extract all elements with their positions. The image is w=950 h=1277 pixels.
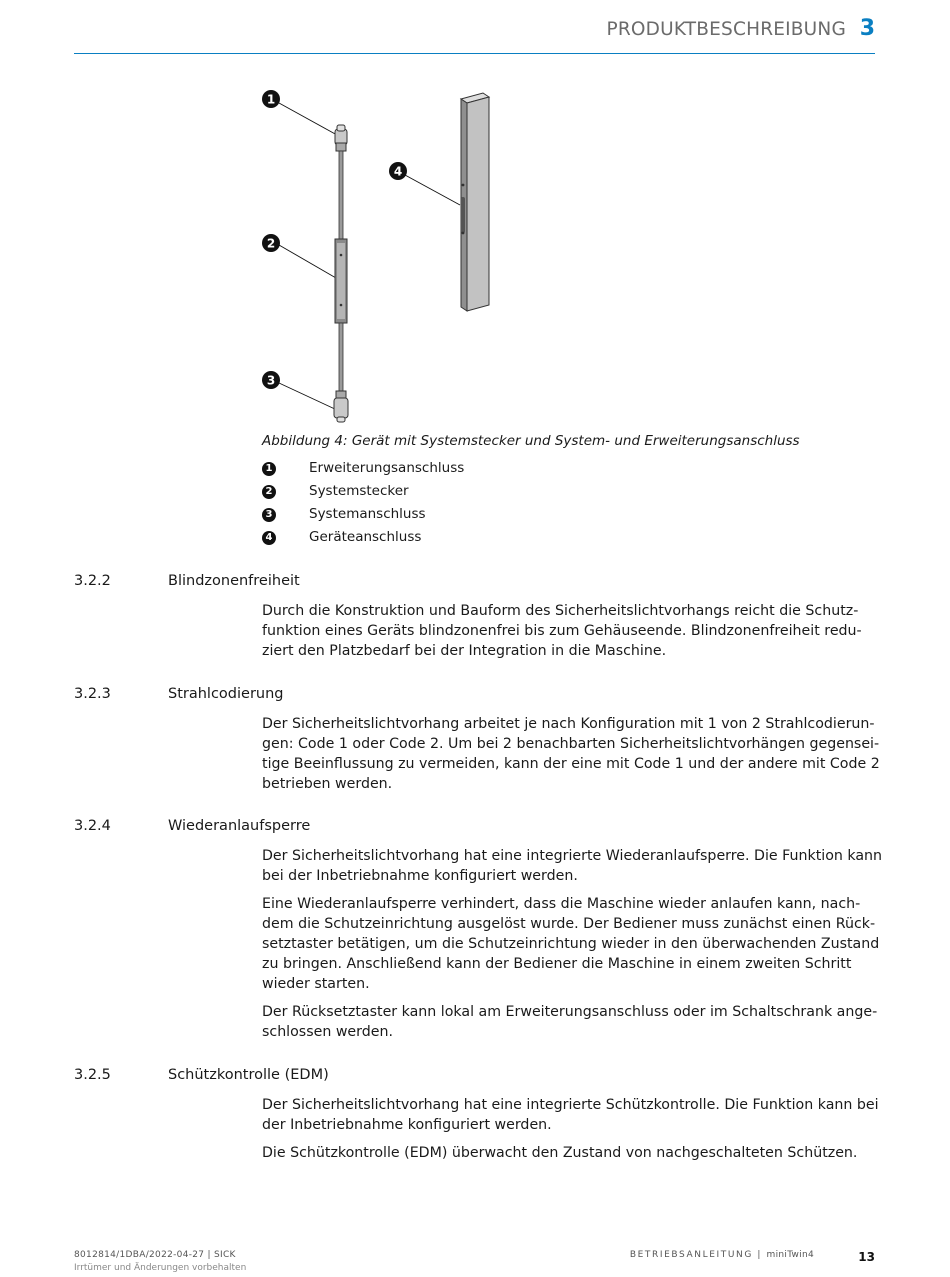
body-paragraph	[262, 894, 880, 994]
footer-product-name: miniTwin4	[766, 1250, 814, 1260]
section-number: 3.2.2	[74, 573, 111, 589]
footer-manual-title	[630, 1250, 814, 1260]
legend-number-icon: 2	[262, 485, 276, 499]
paragraph-line: ziert den Platzbedarf bei der Integration in die Maschine.	[262, 643, 667, 659]
body-paragraph	[262, 601, 874, 661]
callout-3-icon	[262, 371, 280, 389]
device-figure	[250, 85, 510, 430]
paragraph-line: Der Sicherheitslichtvorhang hat eine integrierte Wiederanlaufsperre. Die Funktion kann	[262, 848, 883, 864]
paragraph-line: der Inbetriebnahme konfiguriert werden.	[262, 1117, 552, 1133]
figure-caption: Abbildung 4: Gerät mit Systemstecker und System- und Erweiterungsanschluss	[262, 433, 800, 449]
footer-manual-label: BETRIEBSANLEITUNG |	[629, 1250, 763, 1260]
callout-2-icon	[262, 234, 280, 252]
body-paragraph	[262, 1002, 878, 1042]
body-paragraph	[262, 846, 883, 886]
footer-disclaimer: Irrtümer und Änderungen vorbehalten	[74, 1263, 247, 1273]
paragraph-line: funktion eines Geräts blindzonenfrei bis zum Gehäuseende. Blindzonenfreiheit redu-	[262, 623, 862, 639]
section-number: 3.2.5	[74, 1067, 111, 1083]
device-illustration	[250, 85, 510, 430]
svg-text:3: 3	[266, 373, 276, 388]
svg-text:4: 4	[393, 164, 403, 179]
legend-label: Systemanschluss	[309, 506, 426, 522]
legend-number-icon: 1	[262, 462, 276, 476]
paragraph-line: gen: Code 1 oder Code 2. Um bei 2 benachbarten Sicherheitslichtvorhängen gegensei-	[262, 736, 880, 752]
svg-text:2: 2	[266, 236, 276, 251]
legend-label: Geräteanschluss	[309, 529, 422, 545]
legend-number-icon: 3	[262, 508, 276, 522]
paragraph-line: Der Sicherheitslichtvorhang hat eine integrierte Schützkontrolle. Die Funktion kann bei	[262, 1097, 879, 1113]
legend-label: Systemstecker	[309, 483, 409, 499]
paragraph-line: dem die Schutzeinrichtung ausgelöst wurde. Der Bediener muss zunächst einen Rück-	[262, 916, 876, 932]
callout-4-icon	[389, 162, 407, 180]
section-title: Blindzonenfreiheit	[168, 573, 300, 589]
paragraph-line: Durch die Konstruktion und Bauform des Sicherheitslichtvorhangs reicht die Schutz-	[262, 603, 859, 619]
section-number: 3.2.4	[74, 818, 111, 834]
paragraph-line: Der Rücksetztaster kann lokal am Erweiterungsanschluss oder im Schaltschrank ange-	[262, 1004, 878, 1020]
svg-text:1: 1	[266, 92, 276, 107]
section-number: 3.2.3	[74, 686, 111, 702]
footer-doc-id: 8012814/1DBA/2022-04-27 | SICK	[74, 1250, 236, 1260]
body-paragraph	[262, 1095, 879, 1135]
paragraph-line: wieder starten.	[262, 976, 370, 992]
legend-label: Erweiterungsanschluss	[309, 460, 465, 476]
running-header-title: PRODUKTBESCHREIBUNG	[606, 19, 846, 40]
body-paragraph	[262, 714, 880, 794]
section-title: Wiederanlaufsperre	[168, 818, 311, 834]
chapter-number: 3	[859, 16, 875, 41]
paragraph-line: zu bringen. Anschließend kann der Bediener die Maschine in einem zweiten Schritt	[262, 956, 852, 972]
body-paragraph	[262, 1143, 874, 1163]
page-number: 13	[858, 1250, 875, 1264]
paragraph-line: Die Schützkontrolle (EDM) überwacht den Zustand von nachgeschalteten Schützen.	[262, 1145, 858, 1161]
paragraph-line: betrieben werden.	[262, 776, 393, 792]
legend-number-icon: 4	[262, 531, 276, 545]
paragraph-line: schlossen werden.	[262, 1024, 393, 1040]
header-divider	[74, 53, 875, 54]
section-title: Strahlcodierung	[168, 686, 284, 702]
paragraph-line: Der Sicherheitslichtvorhang arbeitet je nach Konfiguration mit 1 von 2 Strahlcodierun-	[262, 716, 875, 732]
paragraph-line: Eine Wiederanlaufsperre verhindert, dass die Maschine wieder anlaufen kann, nach-	[262, 896, 861, 912]
paragraph-line: tige Beeinflussung zu vermeiden, kann der eine mit Code 1 und der andere mit Code 2	[262, 756, 880, 772]
section-title: Schützkontrolle (EDM)	[168, 1067, 329, 1083]
paragraph-line: setztaster betätigen, um die Schutzeinrichtung wieder in den überwachenden Zustand	[262, 936, 880, 952]
callout-1-icon	[262, 90, 280, 108]
paragraph-line: bei der Inbetriebnahme konfiguriert werden.	[262, 868, 578, 884]
